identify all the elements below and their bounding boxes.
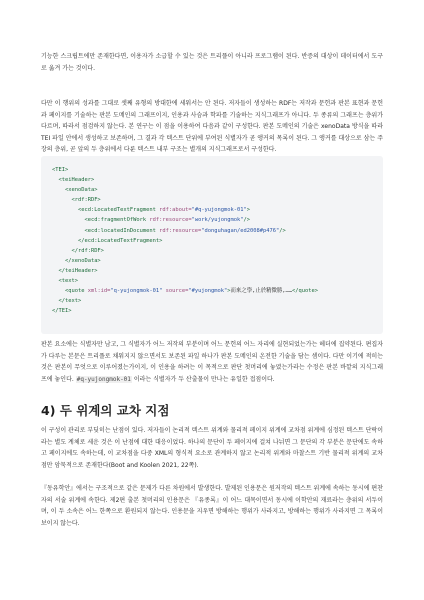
paragraph-hierarchy-problem: 이 구성이 관리로 부딪히는 난점이 있다. 저자들이 논리적 텍스트 위계와 물리적 페이지 위계에 교차점 위계에 심정된 텍스트 단락이라는 별도 계체로 세운 것은 이 난점에 대한 대응이었다. 하나의 문단이 두 페이지에 걸쳐 나뉘면 그 문단의 각 부분은 문단에도 속하고 페이지에도 속하는데, 이 교차점을 다중 XML의 형식적 요소로 관계하지 않고 논리적 위계와 마찰스트 기반 물리적 위계의 교차점만 암묵적으로 존재한다(Boot and Koolen 2021, 22쪽). bbox=[41, 427, 383, 469]
code-line bbox=[52, 165, 377, 175]
code-token: <quote bbox=[52, 288, 88, 295]
code-token: <ecd:locatedInDocument bbox=[52, 227, 160, 234]
code-token: > bbox=[227, 288, 231, 295]
code-token: > bbox=[246, 207, 251, 214]
code-line bbox=[52, 276, 377, 286]
code-token: </teiHeader> bbox=[52, 267, 98, 274]
code-token: source= bbox=[162, 288, 189, 295]
code-token: "#q-yujongmok-01" bbox=[191, 207, 247, 214]
code-token: <xenoData> bbox=[52, 187, 98, 194]
code-token: rdf:about= bbox=[159, 207, 192, 214]
code-line bbox=[52, 226, 377, 236]
code-token: xml:id= bbox=[87, 288, 111, 295]
code-line bbox=[52, 175, 377, 185]
code-line bbox=[52, 205, 377, 215]
code-token: <ecd:fragmentOfWork bbox=[52, 217, 150, 224]
code-token: <rdf:RDF> bbox=[52, 197, 101, 204]
tei-code-block bbox=[41, 156, 383, 334]
code-token: </TEI> bbox=[52, 308, 72, 315]
code-token: <ecd:LocatedTextFragment bbox=[52, 207, 160, 214]
inline-code-identifier: #q-yujongmok-01 bbox=[76, 375, 131, 383]
code-token: "#yujongmok" bbox=[188, 288, 228, 295]
code-token: 而來之學,止於精微勝,…… bbox=[230, 288, 293, 295]
code-token: <text> bbox=[52, 278, 78, 285]
code-line bbox=[52, 185, 377, 195]
code-token: </ecd:LocatedTextFragment> bbox=[52, 237, 163, 244]
code-token: </quote> bbox=[292, 288, 318, 295]
code-line bbox=[52, 236, 377, 246]
paragraph-text: 판본 요소에는 식별자만 남고, 그 식별자가 어느 저작의 부분이며 어느 문헌의 어느 자리에 실현되었는가는 헤더에 집약된다. 편집자가 다루는 본문은 트리플로 채워지지 않으면서도 보존된 파일 하나가 판본 도메인의 온전한 기술을 담는 셈이다. 다만 이기에 적히는 것은 판본이 무엇으로 이루어졌는가이지, 이 인용을 하려는 이 목적으로 판단 첫머리에 놓였는가라는 수정은 판본 바깥의 지식그래프에 놓인다. bbox=[41, 341, 383, 383]
code-token: /> bbox=[279, 227, 286, 234]
code-token: /> bbox=[243, 217, 251, 224]
code-line bbox=[52, 266, 377, 276]
code-token: </xenoData> bbox=[52, 257, 101, 264]
paragraph-text: 이라는 식별자가 두 산출물이 만나는 유일한 접점이다. bbox=[133, 375, 275, 383]
paragraph-xenodata-approach: 다만 이 행위의 성과를 그대로 셋째 유형의 방대한에 세워서는 안 된다. 저자들이 생성하는 RDF는 저작과 문헌과 판본 표현과 문헌과 페이지를 기술하는 판본 도메인의 그래프이지, 인용과 사슴과 학파를 기술하는 지식그래프가 아니다. 두 종류의 그래프는 층위가 다르며, 따라서 점검하지 않는다. 본 연구는 이 점을 이용하여 다음과 같이 구성한다. 판본 도메인의 기술은 xenoData 방식을 따라 TEI 파일 안에서 생성하고 보존하며, 그 결과 각 텍스트 단위에 부여된 식별자가 곧 앵커의 목록이 된다. 그 앵커를 대상으로 삼는 주장의 층위, 곧 앞의 두 층위에서 다룬 텍스트 내부 구조는 별개의 지식그래프로서 구성한다. bbox=[41, 100, 383, 154]
code-token: <teiHeader> bbox=[52, 177, 95, 184]
code-line bbox=[52, 195, 377, 205]
code-token: <TEI> bbox=[52, 167, 69, 173]
code-line bbox=[52, 296, 377, 306]
code-line bbox=[52, 215, 377, 225]
code-line bbox=[52, 306, 377, 316]
code-token: "donguhagan/ed2008#p476" bbox=[201, 227, 280, 234]
code-line bbox=[52, 246, 377, 256]
code-line bbox=[52, 256, 377, 266]
paragraph-donguhagan: 『동유학안』에서는 구조적으로 같은 문제가 다른 차원에서 발생한다. 발제된 인용문은 원저작의 텍스트 위계에 속하는 동시에 편찬자의 서술 위계에 속한다. 제2편 출본 첫머리의 인용문은 『유종록』이 어느 대목이면서 동시에 이학안의 재료라는 층위의 서두이며, 이 두 소속은 어느 한쪽으로 환원되지 않는다. 인용문을 지우면 방해하는 행위가 사라지고, 방해하는 행위가 사라지면 그 목록이 보이지 않는다. bbox=[41, 485, 384, 527]
paragraph-identifier-anchor bbox=[41, 339, 383, 385]
code-token: </rdf:RDF> bbox=[52, 247, 104, 254]
code-token: rdf:resource= bbox=[149, 217, 192, 224]
code-token: rdf:resource= bbox=[159, 227, 202, 234]
section-heading: 4) 두 위계의 교차 지점 bbox=[41, 403, 170, 418]
code-token: "q-yujongmok-01" bbox=[110, 288, 163, 295]
code-token: "work/yujongmok" bbox=[191, 217, 244, 224]
code-token: </text> bbox=[52, 298, 82, 305]
paragraph-intro: 기능한 스크립트에만 존재한다면, 이용자가 소급할 수 있는 것은 트리플이 아니라 프로그램이 된다. 반증의 대상이 데이터에서 도구로 옮겨 가는 것이다. bbox=[41, 53, 383, 72]
tei-code-listing bbox=[52, 165, 377, 316]
code-line bbox=[52, 286, 377, 296]
